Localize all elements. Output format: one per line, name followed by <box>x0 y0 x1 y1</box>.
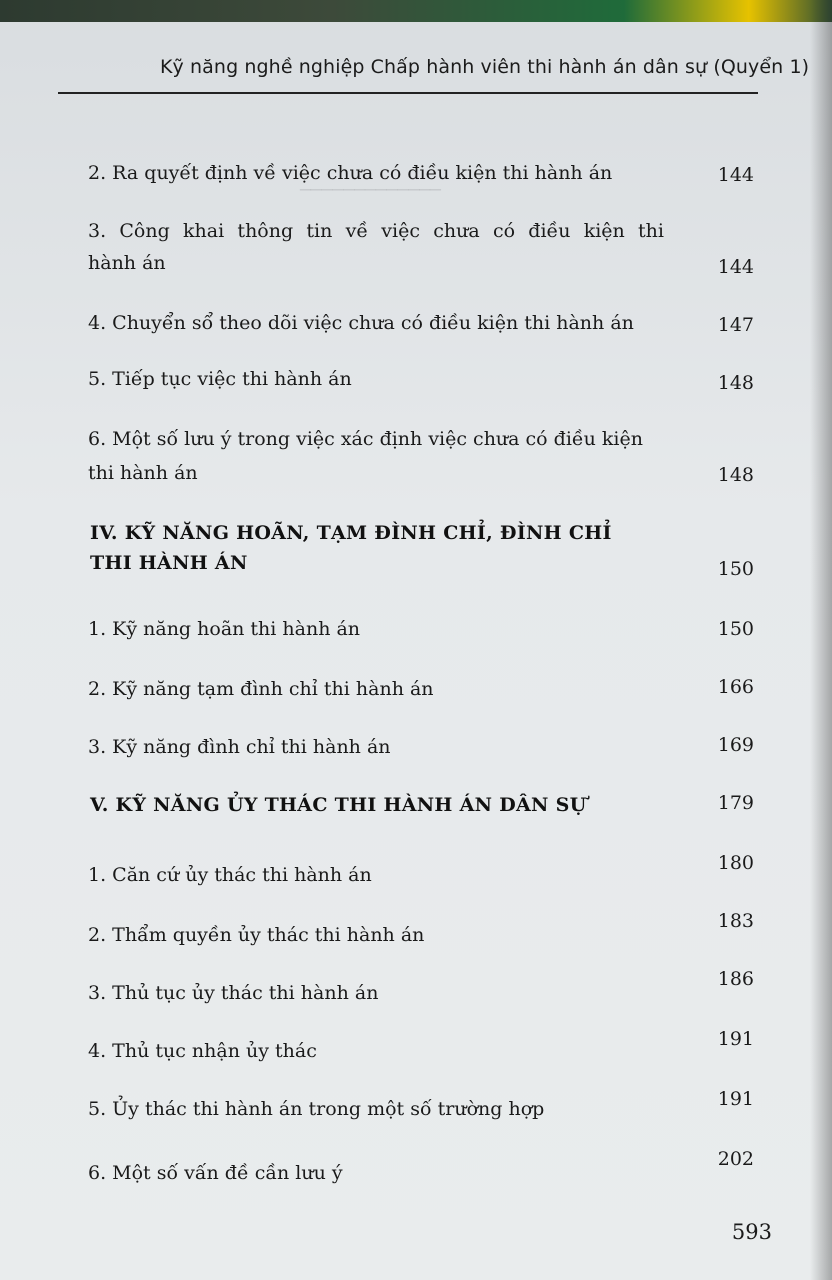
toc-entry-label: thi hành án <box>88 462 198 484</box>
toc-entry-page: 166 <box>717 676 754 698</box>
section-page: 150 <box>717 558 754 580</box>
toc-entry-page: 150 <box>717 618 754 640</box>
toc-entry <box>88 864 688 886</box>
running-header: Kỹ năng nghề nghiệp Chấp hành viên thi hành án dân sự (Quyển 1) <box>160 56 810 78</box>
toc-entry-label: 5. Tiếp tục việc thi hành án <box>88 368 352 390</box>
toc-entry-label: 3. Kỹ năng đình chỉ thi hành án <box>88 736 391 758</box>
toc-entry-label: 3. Công khai thông tin về việc chưa có điều kiện thi <box>88 220 664 242</box>
section-heading-line: IV. KỸ NĂNG HOÃN, TẠM ĐÌNH CHỈ, ĐÌNH CHỈ <box>90 522 612 544</box>
toc-entry-label: 2. Ra quyết định về việc chưa có điều kiện thi hành án <box>88 162 613 184</box>
section-heading-line: V. KỸ NĂNG ỦY THÁC THI HÀNH ÁN DÂN SỰ <box>90 794 587 816</box>
toc-entry-label: 4. Chuyển sổ theo dõi việc chưa có điều kiện thi hành án <box>88 312 634 334</box>
section-heading-line: THI HÀNH ÁN <box>90 552 248 574</box>
toc-entry-page: 180 <box>717 852 754 874</box>
toc-entry-continuation <box>88 462 688 484</box>
toc-entry-page: 144 <box>717 164 754 186</box>
toc-entry-page: 148 <box>717 372 754 394</box>
toc-entry-page: 202 <box>717 1148 754 1170</box>
toc-entry-page: 148 <box>717 464 754 486</box>
toc-entry <box>88 312 688 334</box>
toc-entry <box>88 428 688 450</box>
toc-entry <box>88 618 688 640</box>
toc-entry-continuation <box>88 252 688 274</box>
toc-entry <box>88 1040 688 1062</box>
toc-entry-page: 144 <box>717 256 754 278</box>
toc-entry-label: 4. Thủ tục nhận ủy thác <box>88 1040 317 1062</box>
toc-entry <box>88 162 688 184</box>
toc-entry-page: 147 <box>717 314 754 336</box>
toc-entry-label: 1. Kỹ năng hoãn thi hành án <box>88 618 361 640</box>
toc-entry <box>88 736 688 758</box>
toc-entry-label: 6. Một số lưu ý trong việc xác định việc chưa có điều kiện <box>88 428 643 450</box>
toc-entry <box>88 678 688 700</box>
section-heading <box>90 518 690 578</box>
toc-entry-page: 191 <box>717 1088 754 1110</box>
page-number: 593 <box>731 1220 772 1244</box>
toc-entry-label: 3. Thủ tục ủy thác thi hành án <box>88 982 379 1004</box>
toc-entry <box>88 1162 688 1184</box>
toc-entry-label: 5. Ủy thác thi hành án trong một số trường hợp <box>88 1098 545 1120</box>
toc-entry-page: 191 <box>717 1028 754 1050</box>
toc-entry <box>88 1098 688 1120</box>
toc-entry <box>88 368 688 390</box>
toc-entry-page: 183 <box>717 910 754 932</box>
toc-entry-label: 6. Một số vấn đề cần lưu ý <box>88 1162 343 1184</box>
toc-entry <box>88 982 688 1004</box>
section-page: 179 <box>717 792 754 814</box>
section-heading <box>90 790 690 820</box>
show-through-text: ───────────── <box>300 180 441 201</box>
toc-entry-page: 169 <box>717 734 754 756</box>
toc-entry-label: 2. Kỹ năng tạm đình chỉ thi hành án <box>88 678 434 700</box>
toc-entry-label: 2. Thẩm quyền ủy thác thi hành án <box>88 924 425 946</box>
toc-entry-label: hành án <box>88 252 166 274</box>
toc-entry <box>88 220 688 242</box>
toc-entry-label: 1. Căn cứ ủy thác thi hành án <box>88 864 372 886</box>
toc-entry-page: 186 <box>717 968 754 990</box>
toc-entry <box>88 924 688 946</box>
